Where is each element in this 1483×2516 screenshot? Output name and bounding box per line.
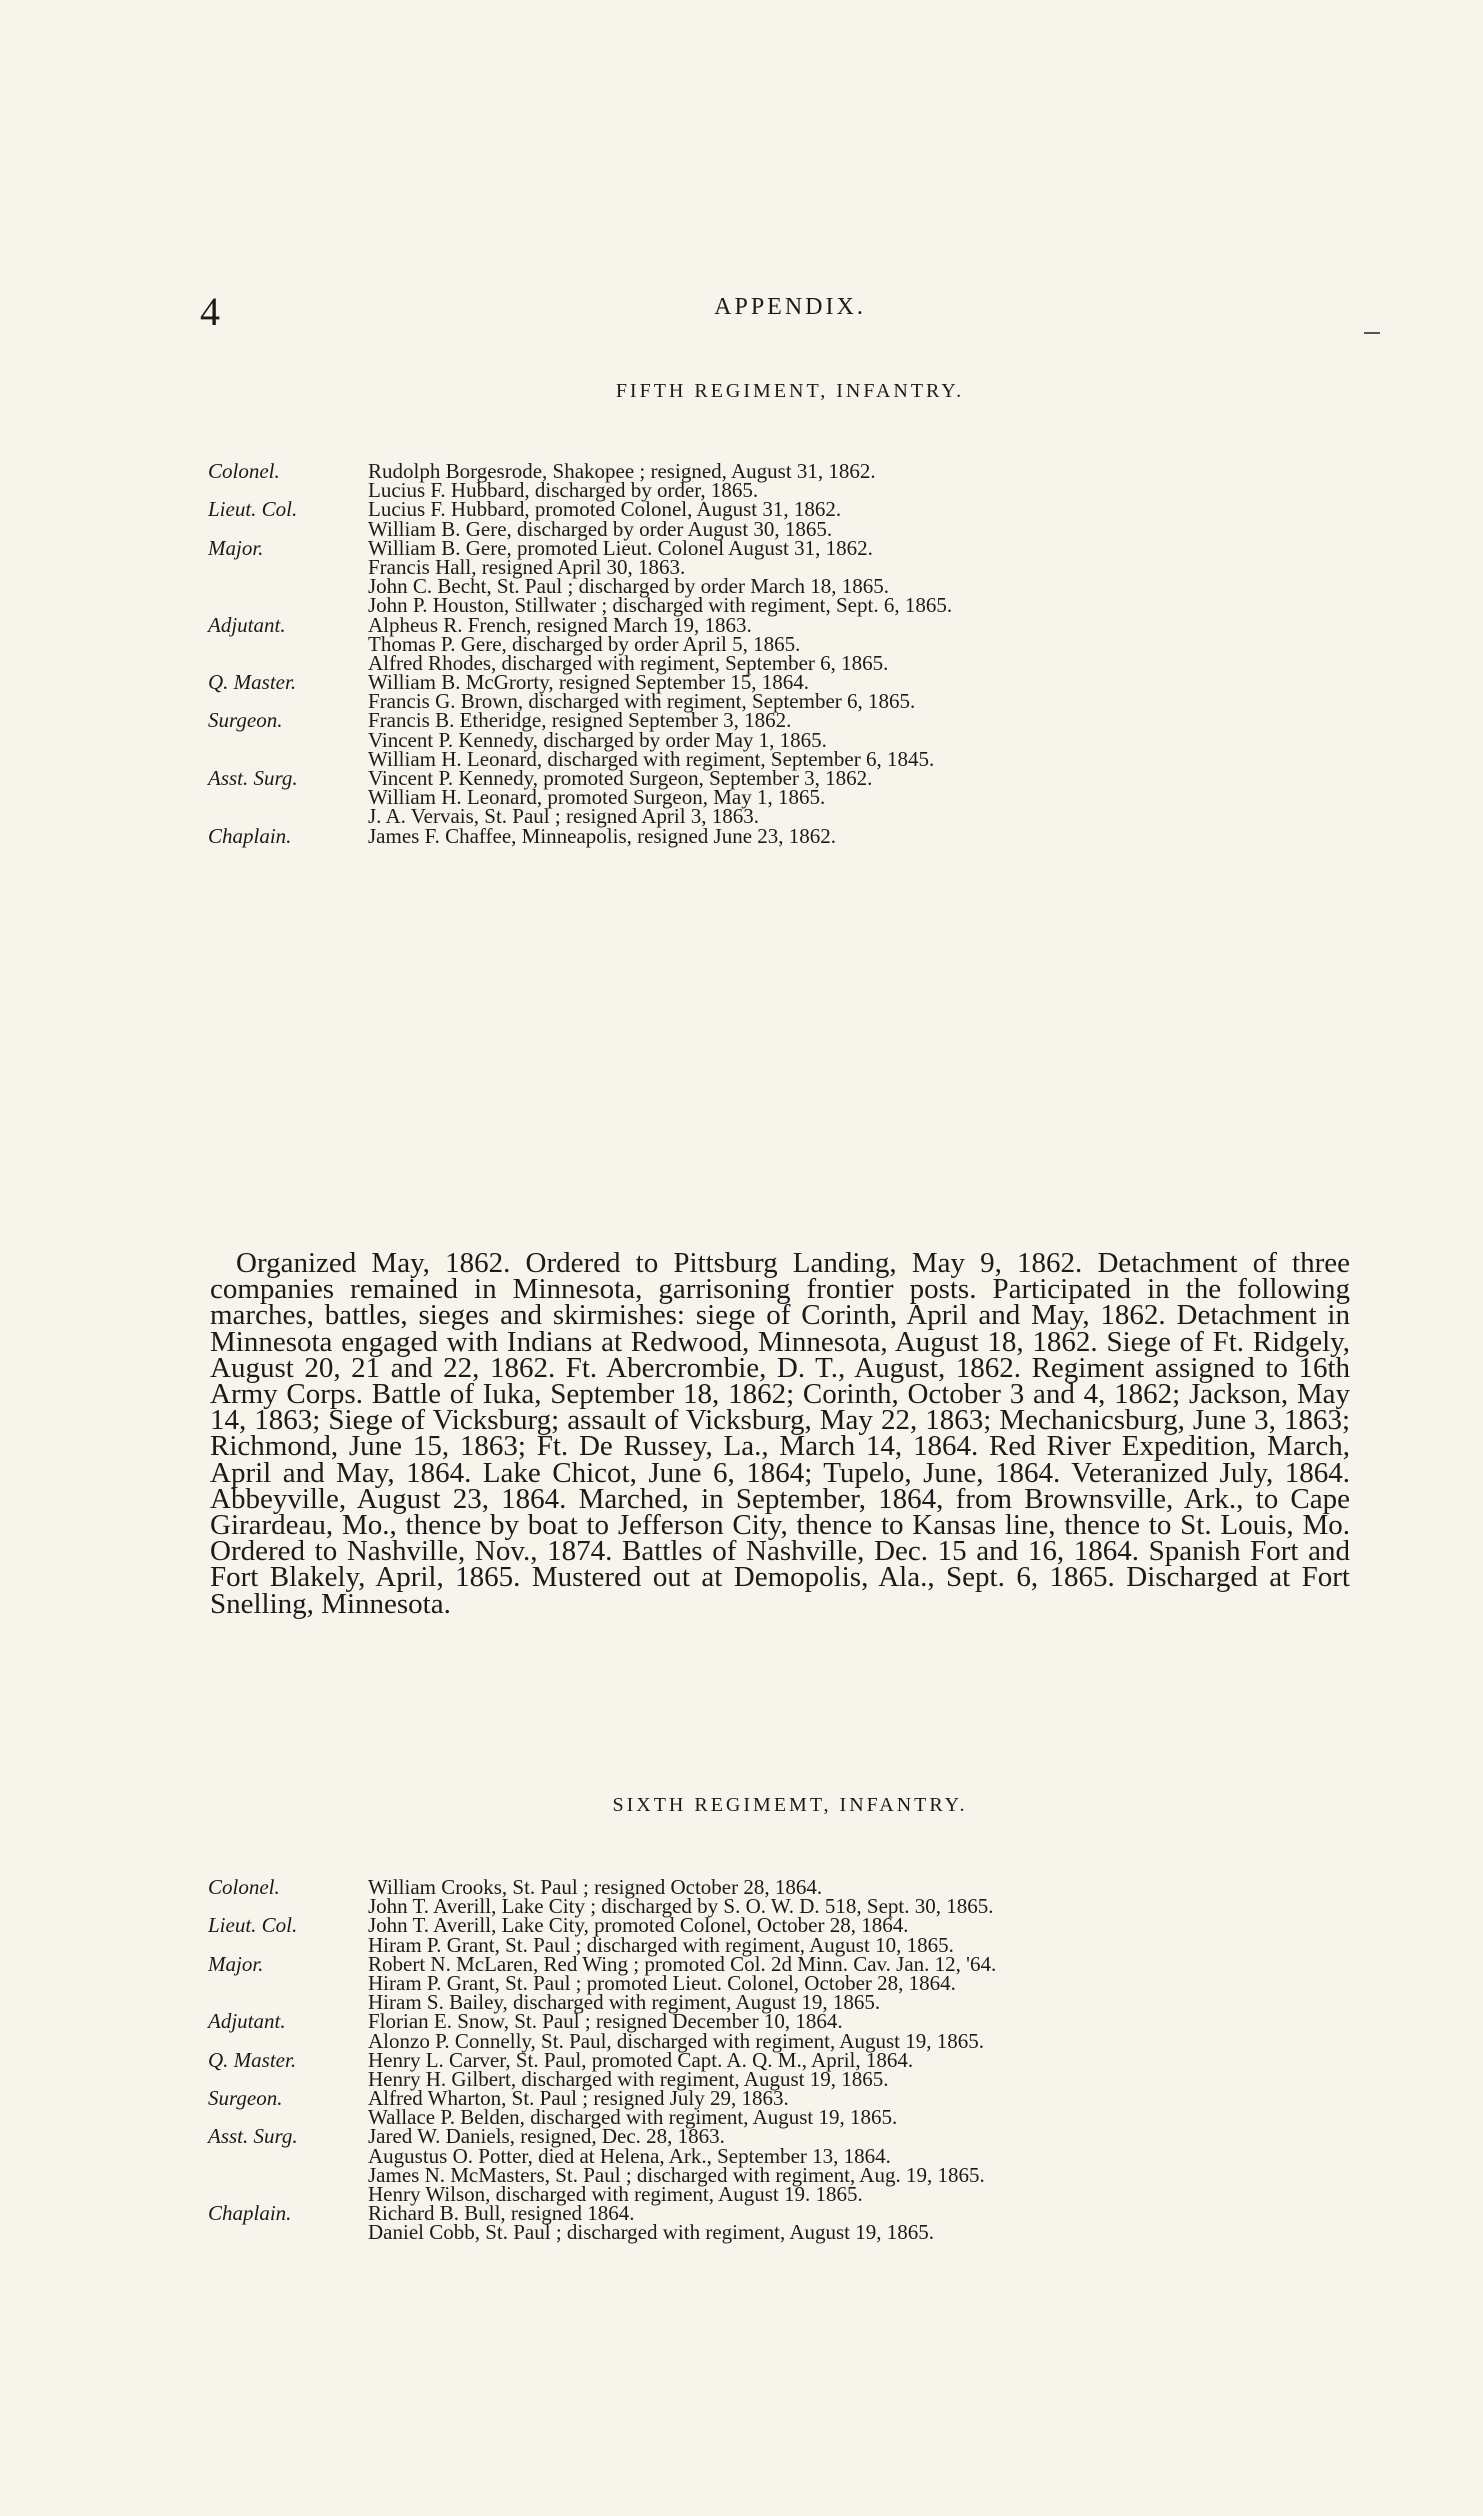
officer-rank: Chaplain.: [208, 823, 292, 848]
officer-entry: Hiram S. Bailey, discharged with regiment, August 19, 1865.: [368, 1990, 881, 2015]
running-head: APPENDIX.: [714, 294, 866, 320]
officer-entry: John T. Averill, Lake City ; discharged by S. O. W. D. 518, Sept. 30, 1865.: [368, 1894, 994, 1919]
officer-rank: Surgeon.: [208, 2086, 283, 2111]
officer-rank: Colonel.: [208, 459, 280, 483]
officer-entry: William B. Gere, promoted Lieut. Colonel August 31, 1862.: [368, 535, 873, 560]
officer-entry: William H. Leonard, promoted Surgeon, May 1, 1865.: [368, 785, 826, 810]
officer-rank: Asst. Surg.: [208, 766, 298, 790]
officer-entry: Alfred Wharton, St. Paul ; resigned July 29, 1863.: [368, 2086, 789, 2111]
officer-entry: William B. McGrorty, resigned September 15, 1864.: [368, 670, 810, 695]
officer-entry: Rudolph Borgesrode, Shakopee ; resigned, August 31, 1862.: [368, 459, 876, 483]
officer-entry: Alfred Rhodes, discharged with regiment, September 6, 1865.: [368, 650, 889, 675]
officer-entry: Florian E. Snow, St. Paul ; resigned December 10, 1864.: [368, 2009, 843, 2034]
officer-entry: Wallace P. Belden, discharged with regiment, August 19, 1865.: [368, 2105, 898, 2130]
officer-rank: Q. Master.: [208, 2047, 297, 2072]
officer-entry: Thomas P. Gere, discharged by order April 5, 1865.: [368, 631, 801, 656]
sixth-regiment-title: SIXTH REGIMEMT, INFANTRY.: [612, 1794, 968, 1816]
officer-rank: Lieut. Col.: [208, 497, 298, 522]
officer-entry: Robert N. McLaren, Red Wing ; promoted Col. 2d Minn. Cav. Jan. 12, '64.: [368, 1951, 997, 1976]
officer-rank: Q. Master.: [208, 670, 297, 695]
officer-entry: Lucius F. Hubbard, discharged by order, 1865.: [368, 478, 759, 503]
officer-entry: William Crooks, St. Paul ; resigned October 28, 1864.: [368, 1875, 823, 1899]
officer-entry: Hiram P. Grant, St. Paul ; discharged with regiment, August 10, 1865.: [368, 1932, 954, 1957]
officer-entry: Alonzo P. Connelly, St. Paul, discharged with regiment, August 19, 1865.: [368, 2028, 984, 2053]
officer-entry: Vincent P. Kennedy, discharged by order May 1, 1865.: [368, 727, 827, 752]
officer-entry: Francis B. Etheridge, resigned September 3, 1862.: [368, 708, 792, 733]
officer-rank: Adjutant.: [208, 2009, 286, 2034]
officer-rank: Colonel.: [208, 1875, 280, 1899]
officer-entry: Richard B. Bull, resigned 1864.: [368, 2201, 635, 2226]
officer-rank: Asst. Surg.: [208, 2124, 298, 2149]
officer-entry: Henry H. Gilbert, discharged with regiment, August 19, 1865.: [368, 2066, 889, 2091]
officer-entry: J. A. Vervais, St. Paul ; resigned April 3, 1863.: [368, 804, 760, 829]
fifth-regiment-roster: [208, 459, 1398, 848]
roster-row: [208, 2220, 1398, 2245]
page-number: 4: [200, 289, 220, 334]
officer-entry: John C. Becht, St. Paul ; discharged by order March 18, 1865.: [368, 574, 890, 599]
page-mark: [1364, 332, 1380, 334]
sixth-regiment-roster: [208, 1875, 1398, 2245]
officer-rank: Lieut. Col.: [208, 1913, 298, 1938]
officer-rank: Chaplain.: [208, 2201, 292, 2226]
officer-entry: Jared W. Daniels, resigned, Dec. 28, 1863.: [368, 2124, 725, 2149]
officer-entry: Hiram P. Grant, St. Paul ; promoted Lieut. Colonel, October 28, 1864.: [368, 1970, 956, 1995]
officer-entry: James F. Chaffee, Minneapolis, resigned June 23, 1862.: [368, 823, 837, 848]
officer-rank: Adjutant.: [208, 612, 286, 637]
page-header: [200, 289, 1380, 334]
officer-entry: William H. Leonard, discharged with regiment, September 6, 1845.: [368, 746, 935, 771]
officer-entry: William B. Gere, discharged by order August 30, 1865.: [368, 516, 833, 541]
officer-rank: Surgeon.: [208, 708, 283, 733]
officer-entry: John P. Houston, Stillwater ; discharged with regiment, Sept. 6, 1865.: [368, 593, 953, 618]
officer-rank: Major.: [208, 1951, 264, 1976]
officer-entry: John T. Averill, Lake City, promoted Colonel, October 28, 1864.: [368, 1913, 909, 1938]
roster-row: [208, 823, 1398, 848]
fifth-regiment-title: FIFTH REGIMENT, INFANTRY.: [615, 380, 965, 402]
officer-entry: Francis G. Brown, discharged with regiment, September 6, 1865.: [368, 689, 916, 714]
officer-entry: Henry Wilson, discharged with regiment, August 19. 1865.: [368, 2182, 863, 2206]
fifth-regiment-history: Organized May, 1862. Ordered to Pittsburg Landing, May 9, 1862. Detachment of three companies remained in Minnesota, garrisoning frontier posts. Participated in the following marches, battles, sieges and skirmishes: siege of Corinth, April and May, 1862. Detachment in Minnesota engaged with Indians at Redwood, Minnesota, August 18, 1862. Siege of Ft. Ridgely, August 20, 21 and 22, 1862. Ft. Abercrombie, D. T., August, 1862. Regiment assigned to 16th Army Corps. Battle of Iuka, September 18, 1862; Corinth, October 3 and 4, 1862; Jackson, May 14, 1863; Siege of Vicksburg; assault of Vicksburg, May 22, 1863; Mechanicsburg, June 3, 1863; Richmond, June 15, 1863; Ft. De Russey, La., March 14, 1864. Red River Expedition, March, April and May, 1864. Lake Chicot, June 6, 1864; Tupelo, June, 1864. Veteranized July, 1864. Abbeyville, August 23, 1864. Marched, in September, 1864, from Brownsville, Ark., to Cape Girardeau, Mo., thence by boat to Jefferson City, thence to Kansas line, thence to St. Louis, Mo. Ordered to Nashville, Nov., 1874. Battles of Nashville, Dec. 15 and 16, 1864. Spanish Fort and Fort Blakely, April, 1865. Mustered out at Demopolis, Ala., Sept. 6, 1865. Discharged at Fort Snelling, Minnesota.: [210, 1247, 1350, 1620]
officer-entry: Vincent P. Kennedy, promoted Surgeon, September 3, 1862.: [368, 766, 873, 790]
officer-entry: James N. McMasters, St. Paul ; discharged with regiment, Aug. 19, 1865.: [368, 2162, 985, 2187]
officer-entry: Augustus O. Potter, died at Helena, Ark., September 13, 1864.: [368, 2143, 891, 2168]
officer-entry: Alpheus R. French, resigned March 19, 1863.: [368, 612, 752, 637]
officer-entry: Lucius F. Hubbard, promoted Colonel, August 31, 1862.: [368, 497, 842, 522]
officer-entry: Henry L. Carver, St. Paul, promoted Capt. A. Q. M., April, 1864.: [368, 2047, 914, 2072]
officer-entry: Daniel Cobb, St. Paul ; discharged with regiment, August 19, 1865.: [368, 2220, 934, 2245]
officer-rank: Major.: [208, 535, 264, 560]
officer-entry: Francis Hall, resigned April 30, 1863.: [368, 554, 686, 579]
